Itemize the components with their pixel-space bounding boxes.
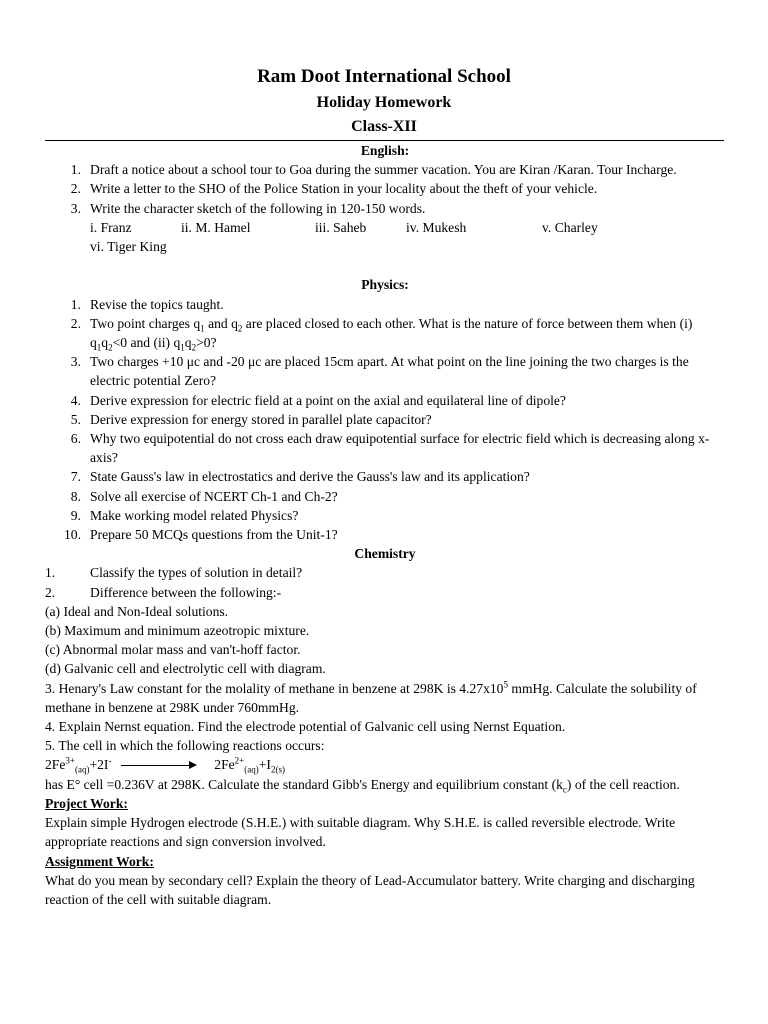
project-text: Explain simple Hydrogen electrode (S.H.E.) with suitable diagram. Why S.H.E. is called reversible electrode. Write appropriate reactions and sign conversion involved. bbox=[45, 815, 676, 850]
character-name: iii. Saheb bbox=[315, 219, 367, 235]
list-item bbox=[45, 487, 725, 506]
character-name: vi. Tiger King bbox=[90, 239, 167, 255]
item-text: Draft a notice about a school tour to Goa during the summer vacation. You are Kiran /Karan. Tour Incharge. bbox=[90, 162, 677, 178]
character-name: i. Franz bbox=[90, 219, 132, 235]
cell-reaction: $2Fe^{3+}_{(aq)}+2I^-$ $2Fe^{2+}_{(aq)}+I_{2(s)}$ bbox=[45, 755, 285, 776]
item-text: Write a letter to the SHO of the Police Station in your locality about the theft of your vehicle. bbox=[90, 181, 598, 197]
list-item bbox=[45, 506, 725, 525]
list-item bbox=[45, 199, 725, 218]
item-text: Two point charges $q_1$ and $q_2$ are placed closed to each other. What is the nature of force between them when (i) $q_1q_2<0$ and (ii) $q_1q_2>0$? bbox=[90, 315, 693, 353]
item-number: 5. bbox=[70, 411, 81, 427]
item-number: 4. bbox=[70, 392, 81, 408]
list-item bbox=[45, 295, 725, 314]
item-text: Two charges +10 μc and -20 μc are placed 15cm apart. At what point on the line joining the two charges is the electric potential Zero? bbox=[90, 354, 689, 389]
document-title: Holiday Homework bbox=[316, 94, 452, 111]
chemistry-question-1: 1. Classify the types of solution in detail? bbox=[45, 565, 303, 581]
chemistry-question-2: 2. Difference between the following:- bbox=[45, 584, 282, 600]
item-text: Derive expression for electric field at a point on the axial and equilateral line of dipole? bbox=[90, 392, 566, 408]
list-item bbox=[45, 314, 725, 352]
list-item bbox=[45, 160, 725, 179]
chemistry-part: (a) Ideal and Non-Ideal solutions. bbox=[45, 603, 229, 619]
item-number: 8. bbox=[70, 488, 81, 504]
item-text: Write the character sketch of the following in 120-150 words. bbox=[90, 200, 426, 216]
item-number: 9. bbox=[70, 507, 81, 523]
document-body bbox=[45, 141, 725, 909]
item-text: Revise the topics taught. bbox=[90, 296, 224, 312]
character-name: v. Charley bbox=[542, 219, 598, 235]
chemistry-question-5-text: has E° cell =0.236V at 298K. Calculate the standard Gibb's Energy and equilibrium constant $(k_c)$ of the cell reaction. bbox=[45, 776, 680, 795]
english-heading: English: bbox=[360, 143, 410, 158]
item-number: 1. bbox=[70, 162, 81, 178]
character-name: iv. Mukesh bbox=[406, 219, 467, 235]
item-text: Prepare 50 MCQs questions from the Unit-1? bbox=[90, 527, 338, 543]
reaction-arrow-icon bbox=[121, 761, 197, 771]
item-text: Derive expression for energy stored in parallel plate capacitor? bbox=[90, 411, 432, 427]
assignment-heading: Assignment Work: bbox=[45, 853, 154, 869]
item-number: 1. bbox=[70, 296, 81, 312]
item-number: 10. bbox=[64, 527, 81, 543]
chemistry-heading: Chemistry bbox=[354, 546, 416, 562]
assignment-text: What do you mean by secondary cell? Explain the theory of Lead-Accumulator battery. Write charging and discharging reaction of the cell with suitable diagram. bbox=[45, 872, 695, 907]
chemistry-question-5: 5. The cell in which the following reactions occurs: bbox=[45, 738, 325, 754]
list-item bbox=[45, 410, 725, 429]
physics-heading: Physics: bbox=[361, 277, 409, 293]
chemistry-part: (c) Abnormal molar mass and van't-hoff factor. bbox=[45, 642, 301, 658]
physics-list bbox=[45, 295, 725, 545]
character-name: ii. M. Hamel bbox=[181, 219, 251, 235]
item-number: 7. bbox=[70, 469, 81, 485]
chemistry-question-3: 3. Henary's Law constant for the molality of methane in benzene at 298K is $4.27x10^5$ mmHg. Calculate the solubility of methane in benzene at 298K under 760mmHg. bbox=[45, 679, 697, 715]
item-number: 2. bbox=[70, 181, 81, 197]
list-item bbox=[45, 391, 725, 410]
item-number: 6. bbox=[70, 431, 81, 447]
item-text: Solve all exercise of NCERT Ch-1 and Ch-2? bbox=[90, 488, 338, 504]
school-name: Ram Doot International School bbox=[257, 66, 511, 87]
chemistry-part: (d) Galvanic cell and electrolytic cell with diagram. bbox=[45, 661, 326, 677]
list-item bbox=[45, 467, 725, 486]
item-text: State Gauss's law in electrostatics and derive the Gauss's law and its application? bbox=[90, 469, 530, 485]
item-number: 2. bbox=[70, 315, 81, 331]
list-item bbox=[45, 179, 725, 198]
english-list bbox=[45, 160, 725, 218]
class-label: Class-XII bbox=[351, 118, 417, 135]
chemistry-question-4: 4. Explain Nernst equation. Find the electrode potential of Galvanic cell using Nernst Equation. bbox=[45, 719, 566, 735]
character-list-line2 bbox=[45, 237, 725, 256]
item-text: Make working model related Physics? bbox=[90, 507, 299, 523]
character-list bbox=[45, 218, 725, 237]
chemistry-part: (b) Maximum and minimum azeotropic mixture. bbox=[45, 623, 310, 639]
item-number: 3. bbox=[70, 354, 81, 370]
list-item bbox=[45, 525, 725, 544]
item-number: 3. bbox=[70, 200, 81, 216]
project-heading: Project Work: bbox=[45, 795, 128, 811]
item-text: Why two equipotential do not cross each draw equipotential surface for electric field which is decreasing along x-axis? bbox=[90, 431, 710, 466]
list-item bbox=[45, 352, 725, 390]
list-item bbox=[45, 429, 725, 467]
